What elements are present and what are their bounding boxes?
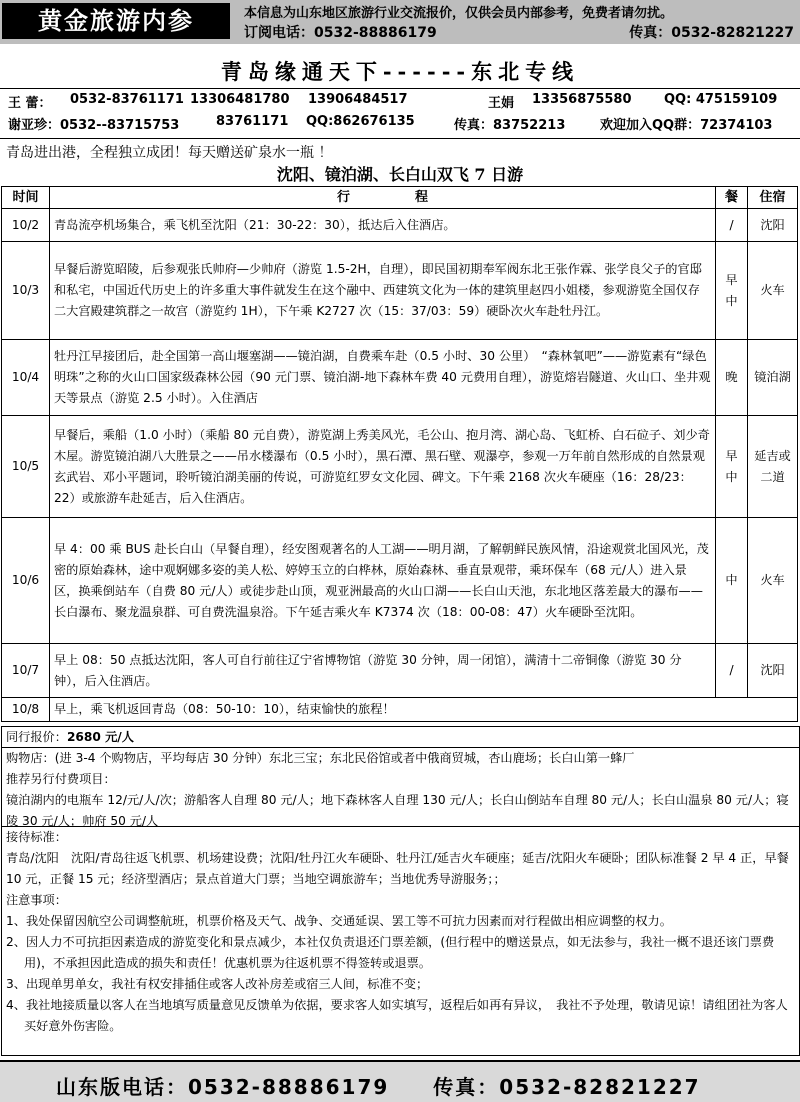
stay-cell: 沈阳: [748, 644, 798, 698]
note-item: 3、出现单男单女，我社有权安排插住或客人改补房差或宿三人间，标准不变；: [6, 977, 429, 991]
itinerary-cell: 早上 08：50 点抵达沈阳，客人可自行前往辽宁省博物馆（游览 30 分钟，周一闭馆），满清十二帝铜像（游览 30 分钟），后入住酒店。: [50, 644, 716, 698]
price-value: 2680 元/人: [66, 730, 134, 744]
date-cell: 10/2: [2, 209, 50, 242]
itinerary-cell: 早餐后游览昭陵，后参观张氏帅府—少帅府（游览 1.5-2H，自理），即民国初期奉军阀东北王张作霖、张学良父子的官邸和私宅，中国近代历史上的许多重大事件就发生在这个融中、西建筑文化为一体的建筑里赵四小姐楼，参观游览全国仅存二大宫殿建筑群之一故宫（游览约 1H），下午乘 K2727 次（15：37/03：59）硬卧次火车赴牡丹江。: [50, 242, 716, 340]
contact-phone: 谢亚珍：0532--83715753: [8, 118, 180, 133]
table-row: [2, 209, 798, 242]
meal-cell: 早中: [716, 416, 748, 518]
column-header: 时间: [2, 187, 50, 209]
stay-cell: 沈阳: [748, 209, 798, 242]
table-row: [2, 518, 798, 644]
stay-cell: 火车: [748, 518, 798, 644]
footer-bar: [0, 1060, 800, 1102]
column-header: 行 程: [50, 187, 716, 209]
meal-cell: 早中: [716, 242, 748, 340]
shopping-stores: 购物店：(进 3-4 个购物店，平均每店 30 分钟）东北三宝；东北民俗馆或者中俄商贸城，杏山鹿场；长白山第一蜂厂: [6, 751, 635, 765]
divider: [0, 88, 800, 89]
date-cell: 10/3: [2, 242, 50, 340]
itinerary-cell: 早餐后，乘船（1.0 小时）（乘船 80 元自费），游览湖上秀美风光，毛公山、抱月湾、湖心岛、飞虹桥、白石砬子、刘少奇木屋。游览镜泊湖八大胜景之——吊水楼瀑布（0.5 小时），黑石潭、黑石壁、观瀑亭，参观一万年前自然形成的自然景观玄武岩、邓小平题词，聆听镜泊湖美丽的传说，可游览红罗女文化园、碑文。下午乘 2168 次火车硬座（16：28/23：22）或旅游车赴延吉，后入住酒店。: [50, 416, 716, 518]
optional-items-prices: 镜泊湖内的电瓶车 12/元/人/次；游船客人自理 80 元/人；地下森林客人自理 130 元/人；长白山倒站车自理 80 元/人；长白山温泉 80 元/人；寝陵 30 元/人；帅府 50 元/人: [6, 793, 789, 828]
intro-text: 青岛进出港，全程独立成团！每天赠送矿泉水一瓶 ！: [6, 145, 333, 161]
note-item: 4、我社地接质量以客人在当地填写质量意见反馈单为依据，要求客人如实填写，返程后如再有异议， 我社不予处理，敬请见谅！请组团社为客人买好意外伤害险。: [6, 998, 788, 1033]
table-row: [2, 698, 798, 722]
fax-number: 传真：0532-82821227: [629, 25, 794, 41]
header-banner: [0, 0, 800, 44]
contact-phone: 13906484517: [308, 92, 408, 107]
table-row: [2, 644, 798, 698]
price-label: 同行报价：: [6, 730, 67, 744]
contact-phone: 0532-83761171: [70, 92, 184, 107]
note-item: 2、因人力不可抗拒因素造成的游览变化和景点减少，本社仅负责退还门票差额，(但行程中的赠送景点，如无法参与，我社一概不退还该门票费用)，不承担因此造成的损失和责任！优惠机票为往返机票不得签转或退票。: [6, 935, 775, 970]
contact-qq-group: 欢迎加入QQ群：72374103: [600, 118, 773, 133]
table-row: [2, 416, 798, 518]
notes-title: 注意事项：: [6, 893, 67, 907]
note-item: 1、我处保留因航空公司调整航班，机票价格及天气、战争、交通延误、罢工等不可抗力因素而对行程做出相应调整的权力。: [6, 914, 672, 928]
itinerary-cell: 早上，乘飞机返回青岛（08：50-10：10），结束愉快的旅程！: [50, 698, 798, 722]
date-cell: 10/5: [2, 416, 50, 518]
contact-name: 王 蕾：: [8, 96, 52, 111]
meal-cell: /: [716, 209, 748, 242]
itinerary-cell: 早 4：00 乘 BUS 赴长白山（早餐自理），经安图观著名的人工湖——明月湖，了解朝鲜民族风情，沿途观赏北国风光，茂密的原始森林，途中观婀娜多姿的美人松、婷婷玉立的白桦林，原始森林、垂直景观带，乘环保车（68 元/人）进入景区，换乘倒站车（自费 80 元/人）或徒步赴山顶，观亚洲最高的火山口湖——长白山天池，东北地区落差最大的瀑布——长白瀑布、聚龙温泉群、可自费洗温泉浴。下午延吉乘火车 K7374 次（18：00-08：47）火车硬卧至沈阳。: [50, 518, 716, 644]
meal-cell: 中: [716, 518, 748, 644]
footer-contact: 山东版电话：0532-88886179 传真：0532-82821227: [56, 1075, 701, 1099]
stay-cell: 镜泊湖: [748, 340, 798, 416]
contact-phone: 83761171: [216, 114, 289, 129]
table-row: [2, 242, 798, 340]
header-phone-row: [244, 22, 796, 42]
meal-cell: 晚: [716, 340, 748, 416]
stay-cell: 火车: [748, 242, 798, 340]
stay-cell: 延吉或二道: [748, 416, 798, 518]
contact-name: 王娟: [488, 96, 515, 111]
table-row: [2, 340, 798, 416]
contact-qq: QQ: 475159109: [664, 92, 778, 107]
price-block: [1, 726, 800, 748]
meal-cell: /: [716, 644, 748, 698]
itinerary-table: [1, 186, 798, 722]
contact-row-2: [8, 114, 798, 136]
tour-title: 沈阳、镜泊湖、长白山双飞 7 日游: [276, 165, 524, 184]
date-cell: 10/6: [2, 518, 50, 644]
itinerary-cell: 牡丹江早接团后，赴全国第一高山堰塞湖——镜泊湖，自费乘车赴（0.5 小时、30 公里） “森林氧吧”——游览素有“绿色明珠”之称的火山口国家级森林公园（90 元门票、镜泊湖-地下森林车费 40 元费用自理），游览熔岩隧道、火山口、坐井观天等景点（游览 2.5 小时）。入住酒店: [50, 340, 716, 416]
date-cell: 10/7: [2, 644, 50, 698]
date-cell: 10/8: [2, 698, 50, 722]
header-notice: 本信息为山东地区旅游行业交流报价，仅供会员内部参考，免费者请勿扰。: [244, 6, 674, 21]
shopping-block: [1, 747, 800, 827]
contact-block: [8, 92, 798, 136]
standards-text: 青岛/沈阳 沈阳/青岛往返飞机票、机场建设费；沈阳/牡丹江火车硬卧、牡丹江/延吉火车硬座；延吉/沈阳火车硬卧；团队标准餐 2 早 4 正，早餐 10 元，正餐 15 元；经济型酒店；景点首道大门票；当地空调旅游车；当地优秀导游服务；；: [6, 851, 789, 886]
standards-block: [1, 826, 800, 1056]
contact-phone: 13356875580: [532, 92, 632, 107]
divider: [0, 138, 800, 139]
contact-row-1: [8, 92, 798, 114]
column-header: 住宿: [748, 187, 798, 209]
itinerary-cell: 青岛流亭机场集合，乘飞机至沈阳（21：30-22：30），抵达后入住酒店。: [50, 209, 716, 242]
brand-logo: 黄金旅游内参: [2, 3, 230, 39]
date-cell: 10/4: [2, 340, 50, 416]
contact-qq: QQ:862676135: [306, 114, 415, 129]
optional-items-title: 推荐另行付费项目：: [6, 772, 116, 786]
contact-fax: 传真：83752213: [454, 118, 566, 133]
standards-title: 接待标准：: [6, 830, 67, 844]
column-header: 餐: [716, 187, 748, 209]
order-phone: 订阅电话：0532-88886179: [244, 25, 437, 41]
table-header-row: [2, 187, 798, 209]
agency-subtitle: 青岛缘通天下------东北专线: [220, 59, 580, 84]
contact-phone: 13306481780: [190, 92, 290, 107]
